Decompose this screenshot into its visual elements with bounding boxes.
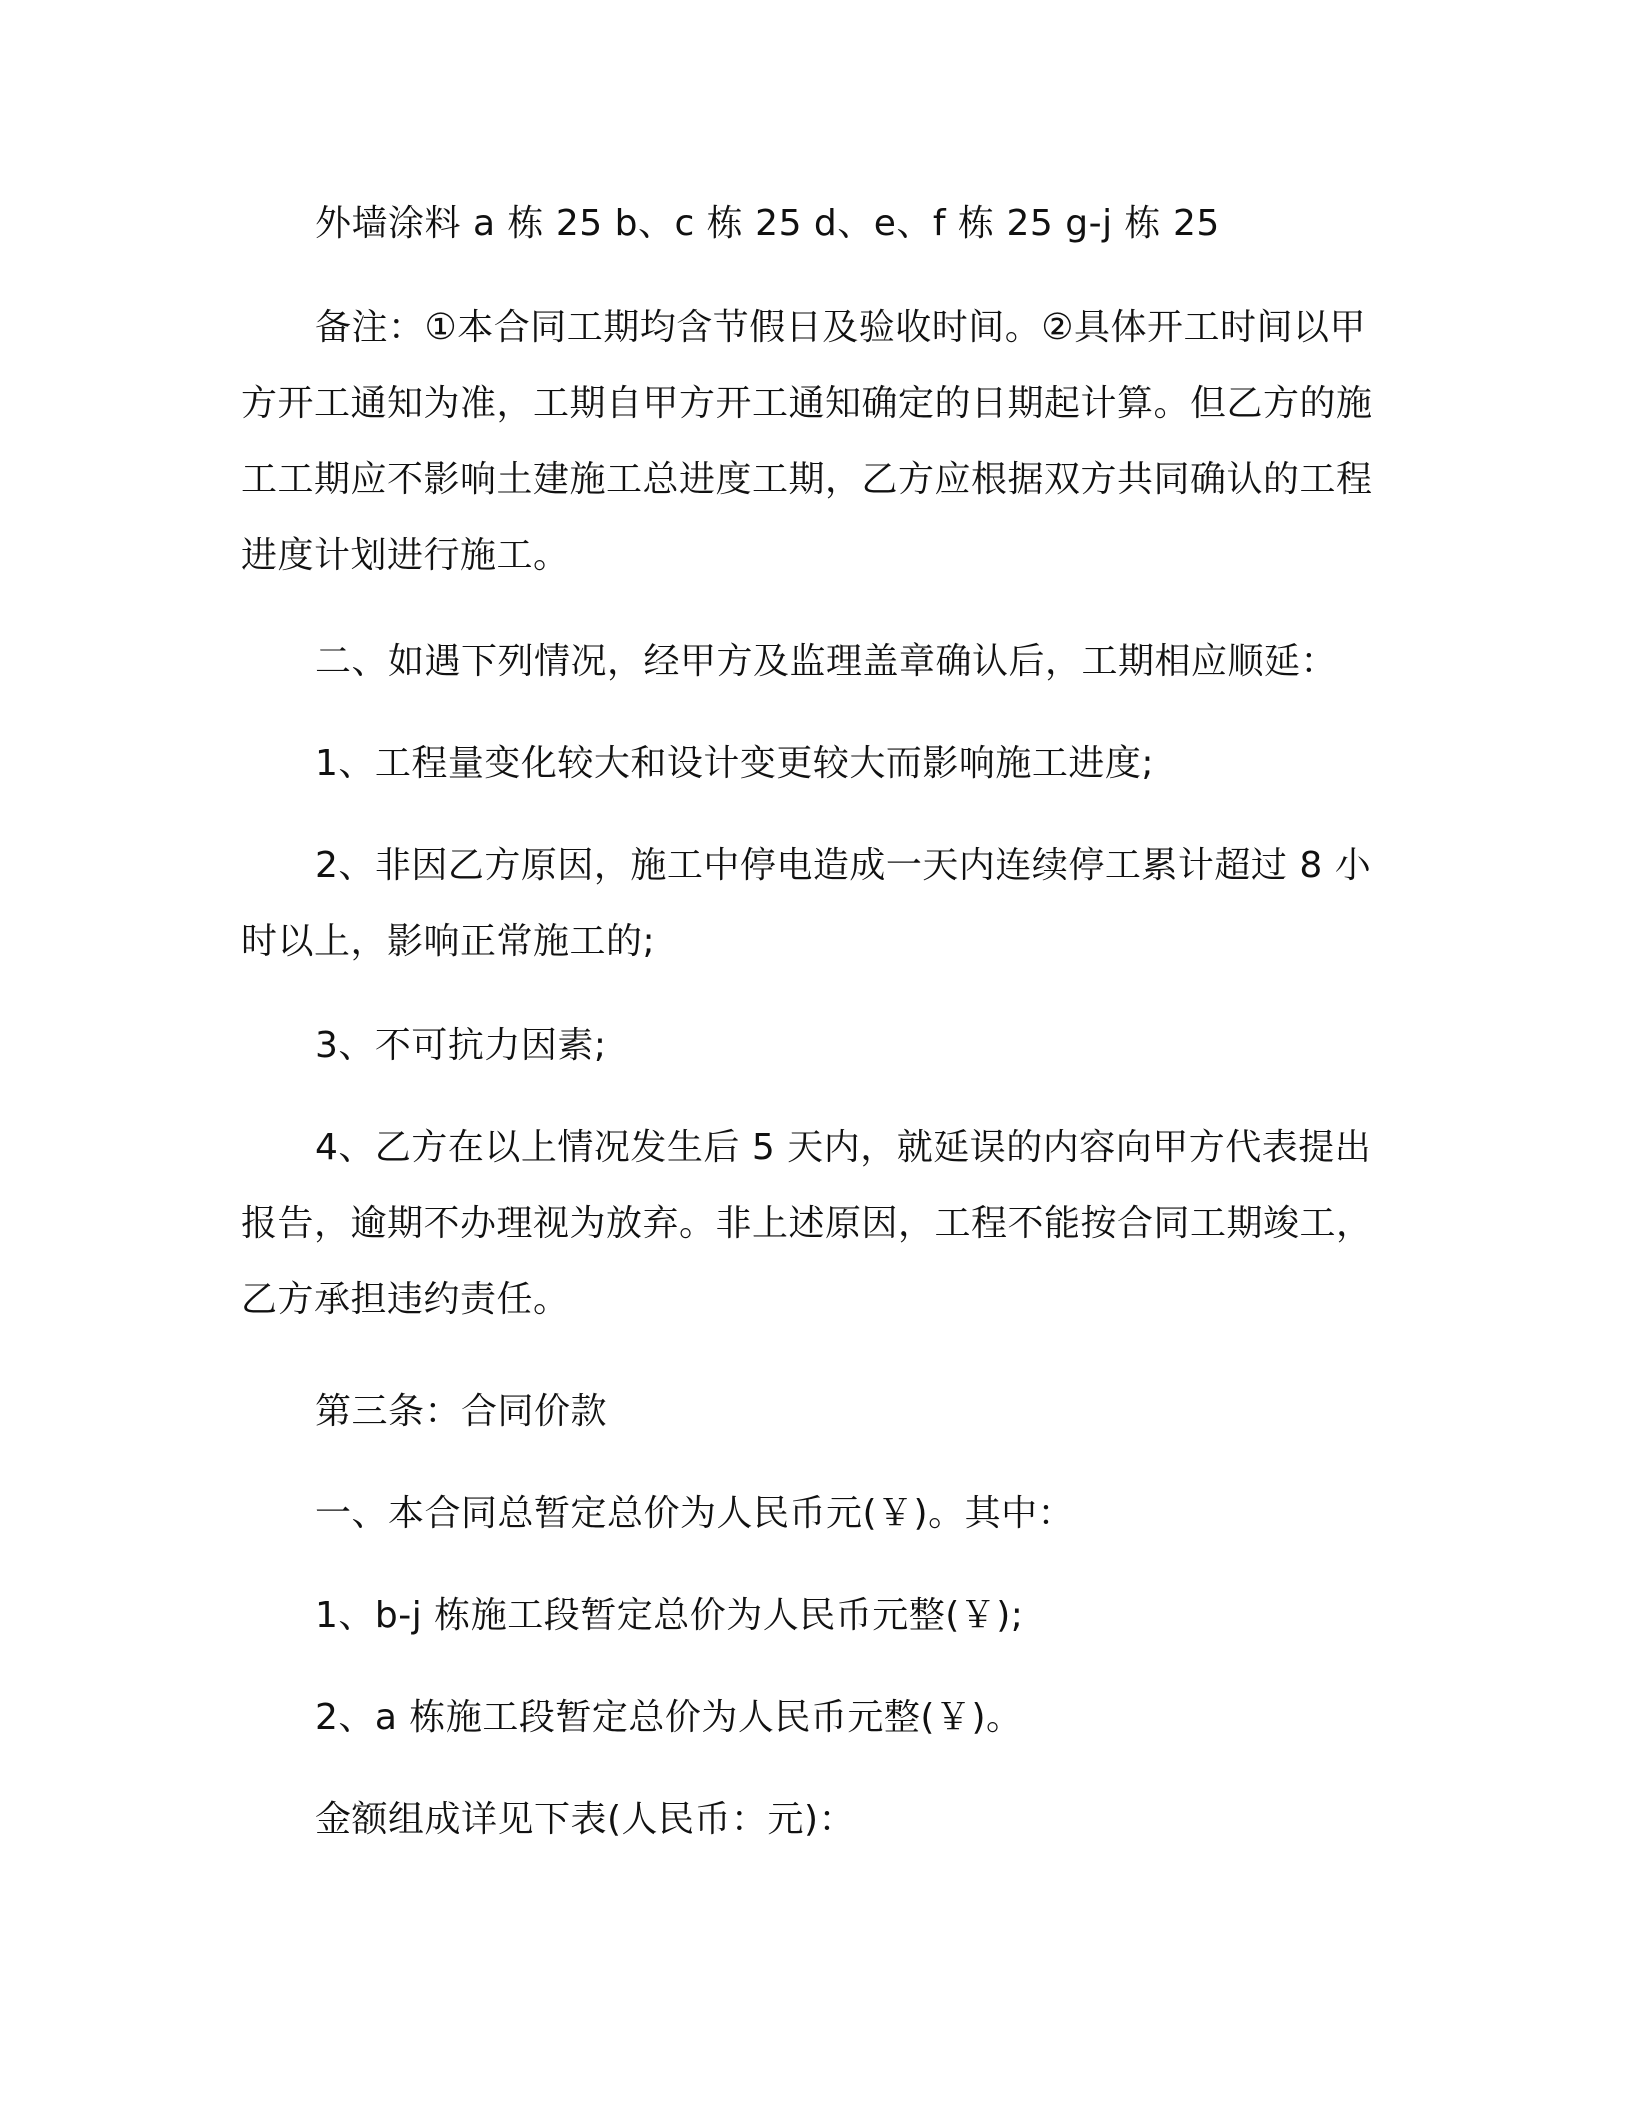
paragraph-total-price: 一、本合同总暂定总价为人民币元(￥)。其中：	[315, 1493, 1075, 1534]
list-item-3: 3、不可抗力因素;	[315, 1025, 607, 1066]
list-item-1: 1、工程量变化较大和设计变更较大而影响施工进度;	[315, 743, 1155, 784]
paragraph-exterior-coating: 外墙涂料 a 栋 25 b、c 栋 25 d、e、f 栋 25 g-j 栋 25	[315, 203, 1220, 244]
paragraph-remarks: 备注：①本合同工期均含节假日及验收时间。②具体开工时间以甲方开工通知为准，工期自甲方开工通知确定的日期起计算。但乙方的施工工期应不影响土建施工总进度工期，乙方应根据双方共同确认的工程进度计划进行施工。	[241, 307, 1373, 576]
paragraph-amount-breakdown: 金额组成详见下表(人民币：元)：	[315, 1799, 856, 1840]
list-item-4: 4、乙方在以上情况发生后 5 天内，就延误的内容向甲方代表提出报告，逾期不办理视为放弃。非上述原因，工程不能按合同工期竣工，乙方承担违约责任。	[241, 1127, 1373, 1320]
price-item-1: 1、b-j 栋施工段暂定总价为人民币元整(￥);	[315, 1595, 1024, 1636]
section-heading-contract-price: 第三条：合同价款	[315, 1391, 608, 1432]
price-item-2: 2、a 栋施工段暂定总价为人民币元整(￥)。	[315, 1697, 1023, 1738]
paragraph-extension-conditions: 二、如遇下列情况，经甲方及监理盖章确认后，工期相应顺延：	[315, 641, 1338, 682]
list-item-2: 2、非因乙方原因，施工中停电造成一天内连续停工累计超过 8 小时以上，影响正常施工的;	[241, 845, 1372, 962]
